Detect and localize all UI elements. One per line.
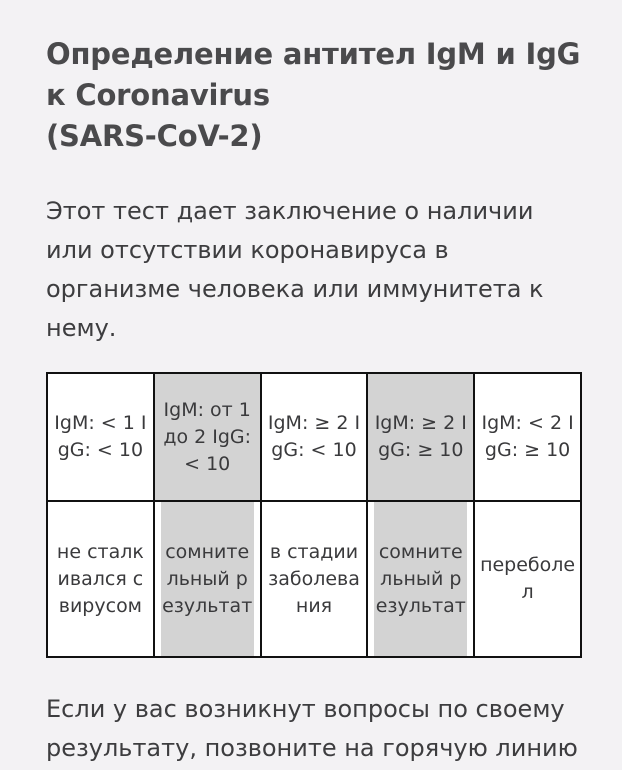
article-title [46, 34, 606, 157]
footer-paragraph: Если у вас возникнут вопросы по своему результату, позвоните на горячую линию [46, 695, 578, 762]
criteria-cell-2 [154, 373, 261, 501]
result-cell-5 [474, 501, 581, 657]
criteria-cell-5 [474, 373, 581, 501]
result-text-5: переболел [480, 554, 576, 603]
criteria-cell-1 [47, 373, 154, 501]
result-cell-2 [154, 501, 261, 657]
article-title-line-3: (SARS-CoV-2) [46, 119, 263, 153]
result-text-4: сомнительный результат [375, 540, 466, 617]
result-cell-4 [367, 501, 474, 657]
criteria-cell-4 [367, 373, 474, 501]
criteria-cell-3 [261, 373, 368, 501]
article-title-line-2: к Coronavirus [46, 78, 270, 112]
article-title-line-1: Определение антител IgM и IgG [46, 37, 581, 71]
result-text-2: сомнительный результат [162, 540, 253, 617]
criteria-text-3: IgM: ≥ 2 IgG: < 10 [267, 412, 361, 461]
intro-paragraph: Этот тест дает заключение о наличии или отсутствии коронавируса в организме человека или иммунитета к нему. [46, 197, 544, 342]
result-text-1: не сталкивался с вирусом [56, 540, 144, 617]
result-cell-1 [47, 501, 154, 657]
criteria-text-4: IgM: ≥ 2 IgG: ≥ 10 [374, 412, 467, 461]
antibody-result-table [46, 372, 582, 658]
result-cell-3 [261, 501, 368, 657]
result-text-3: в стадии заболевания [268, 540, 360, 617]
criteria-text-2: IgM: от 1 до 2 IgG: < 10 [163, 398, 252, 475]
table-row-criteria [47, 373, 581, 501]
criteria-text-1: IgM: < 1 IgG: < 10 [54, 412, 147, 461]
table-row-results [47, 501, 581, 657]
criteria-text-5: IgM: < 2 IgG: ≥ 10 [481, 412, 574, 461]
